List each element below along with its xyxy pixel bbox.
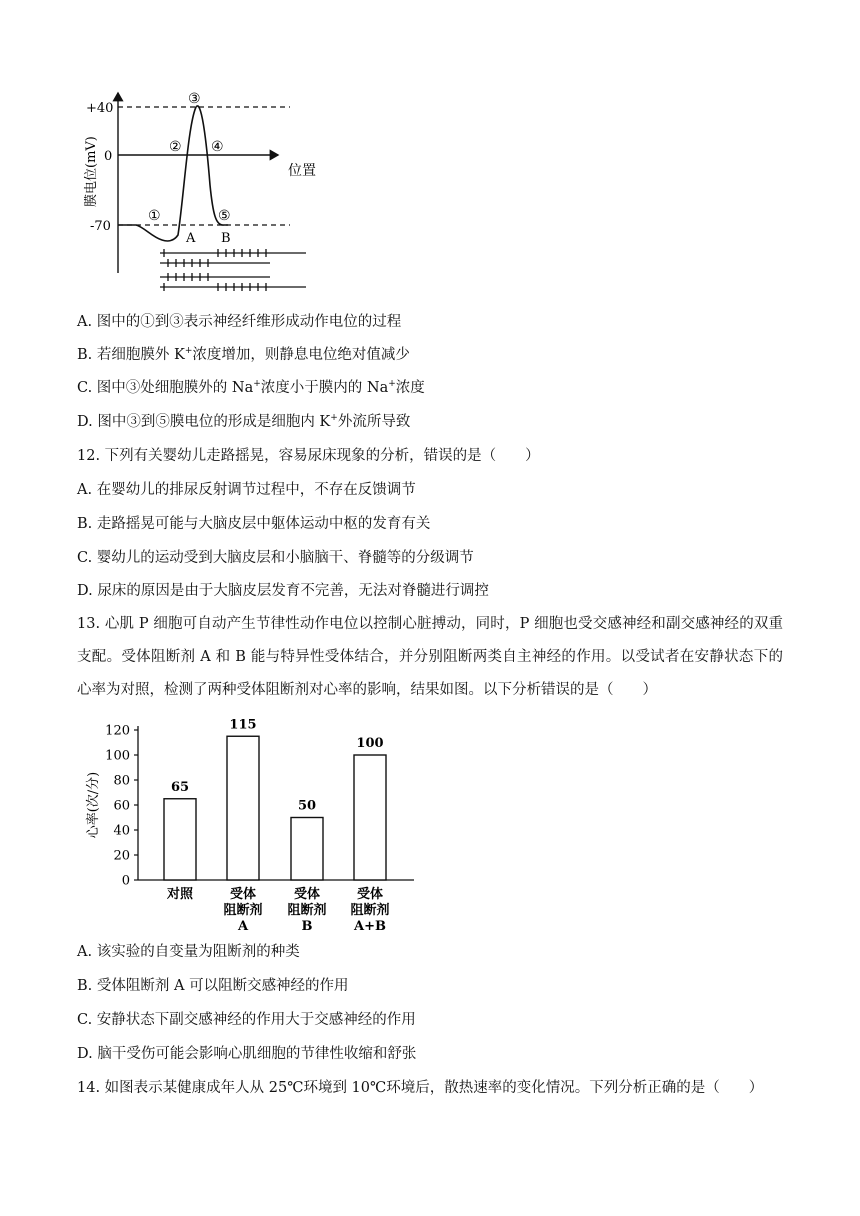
option-text: 浓度 — [395, 380, 425, 396]
ytick-minus70: -70 — [90, 219, 111, 234]
x-tick-label: 受体 — [229, 887, 257, 902]
y-tick-label: 100 — [105, 748, 130, 764]
point-4-label: ④ — [211, 139, 224, 155]
x-tick-label: 受体 — [293, 887, 321, 902]
action-potential-figure — [78, 85, 338, 305]
y-axis-label: 膜电位(mV) — [84, 136, 99, 207]
q13-option-d: D. 脑干受伤可能会影响心肌细胞的节律性收缩和舒张 — [77, 1046, 417, 1062]
x-tick-label: A — [237, 919, 249, 934]
q14-stem: 14. 如图表示某健康成年人从 25℃环境到 10℃环境后，散热速率的变化情况。下列分析正确的是（ ） — [77, 1080, 764, 1096]
q11-option-d — [77, 412, 410, 432]
data-label: 65 — [170, 779, 190, 795]
q13-stem: 13. 心肌 P 细胞可自动产生节律性动作电位以控制心脏搏动，同时，P 细胞也受交感神经和副交感神经的双重支配。受体阻断剂 A 和 B 能与特异性受体结合，并分别阻断两类自主神经的作用。以受试者在安静状态下的心率为对照，检测了两种受体阻断剂对心率的影响，结果如图。以下分析错误的是（ ） — [77, 616, 783, 698]
option-text: 图中③到⑤膜电位的形成是细胞内 K — [97, 414, 331, 430]
bar — [354, 755, 386, 880]
superscript: + — [330, 413, 338, 424]
q11-option-c — [77, 378, 425, 398]
nerve-fiber-diagram — [160, 249, 306, 291]
superscript: + — [388, 379, 396, 390]
point-2-label: ② — [169, 139, 182, 155]
option-label: C. — [77, 380, 93, 396]
option-text: 图中③处细胞膜外的 Na — [96, 380, 254, 396]
point-5-label: ⑤ — [218, 208, 231, 224]
x-tick-label: 阻断剂 — [350, 903, 390, 918]
q11-option-a — [77, 312, 401, 332]
x-tick-label: B — [301, 919, 313, 934]
y-tick-label: 0 — [121, 873, 130, 889]
x-tick-label: 受体 — [356, 887, 384, 902]
y-tick-label: 80 — [113, 773, 130, 789]
option-label: B. — [77, 347, 93, 363]
bar — [164, 799, 196, 880]
q12-option-b: B. 走路摇晃可能与大脑皮层中躯体运动中枢的发育有关 — [77, 516, 431, 532]
x-tick-label: 阻断剂 — [223, 903, 263, 918]
option-text: 图中的①到③表示神经纤维形成动作电位的过程 — [96, 314, 402, 330]
q13-option-c: C. 安静状态下副交感神经的作用大于交感神经的作用 — [77, 1012, 416, 1028]
q12-option-c: C. 婴幼儿的运动受到大脑皮层和小脑脑干、脊髓等的分级调节 — [77, 550, 474, 566]
q11-option-b — [77, 345, 410, 365]
y-tick-label: 40 — [113, 823, 130, 839]
letter-b-label: B — [221, 231, 231, 246]
x-axis-label: 位置 — [288, 163, 316, 179]
action-potential-curve — [118, 106, 228, 241]
data-label: 115 — [229, 717, 257, 733]
option-label: D. — [77, 414, 93, 430]
option-text: 浓度增加，则静息电位绝对值减少 — [192, 347, 410, 363]
letter-a-label: A — [186, 231, 196, 246]
q13-option-a: A. 该实验的自变量为阻断剂的种类 — [77, 944, 300, 960]
y-tick-label: 60 — [113, 798, 130, 814]
ytick-0: 0 — [104, 149, 113, 164]
bar — [227, 736, 259, 880]
q12-option-a: A. 在婴幼儿的排尿反射调节过程中，不存在反馈调节 — [77, 482, 416, 498]
option-label: A. — [77, 314, 93, 330]
q12-stem: 12. 下列有关婴幼儿走路摇晃，容易尿床现象的分析，错误的是（ ） — [77, 448, 540, 464]
y-axis-label: 心率(次/分) — [86, 771, 101, 839]
q12-option-d: D. 尿床的原因是由于大脑皮层发育不完善，无法对脊髓进行调控 — [77, 583, 489, 599]
data-label: 100 — [356, 736, 384, 751]
superscript: + — [253, 379, 261, 390]
y-tick-label: 120 — [105, 723, 130, 739]
bar — [291, 818, 323, 881]
option-text: 浓度小于膜内的 Na — [260, 380, 389, 396]
x-tick-label: 阻断剂 — [287, 903, 327, 918]
x-tick-label: A+B — [354, 919, 386, 934]
y-tick-label: 20 — [113, 848, 130, 864]
superscript: + — [184, 346, 193, 357]
x-tick-label: 对照 — [166, 887, 194, 902]
option-text: 若细胞膜外 K — [96, 347, 185, 363]
point-1-label: ① — [148, 208, 161, 224]
heart-rate-bar-chart — [80, 712, 440, 937]
ytick-plus40: +40 — [86, 101, 114, 116]
option-text: 外流所导致 — [337, 414, 411, 430]
q13-option-b: B. 受体阻断剂 A 可以阻断交感神经的作用 — [77, 978, 349, 994]
data-label: 50 — [297, 798, 317, 814]
point-3-label: ③ — [188, 91, 201, 107]
